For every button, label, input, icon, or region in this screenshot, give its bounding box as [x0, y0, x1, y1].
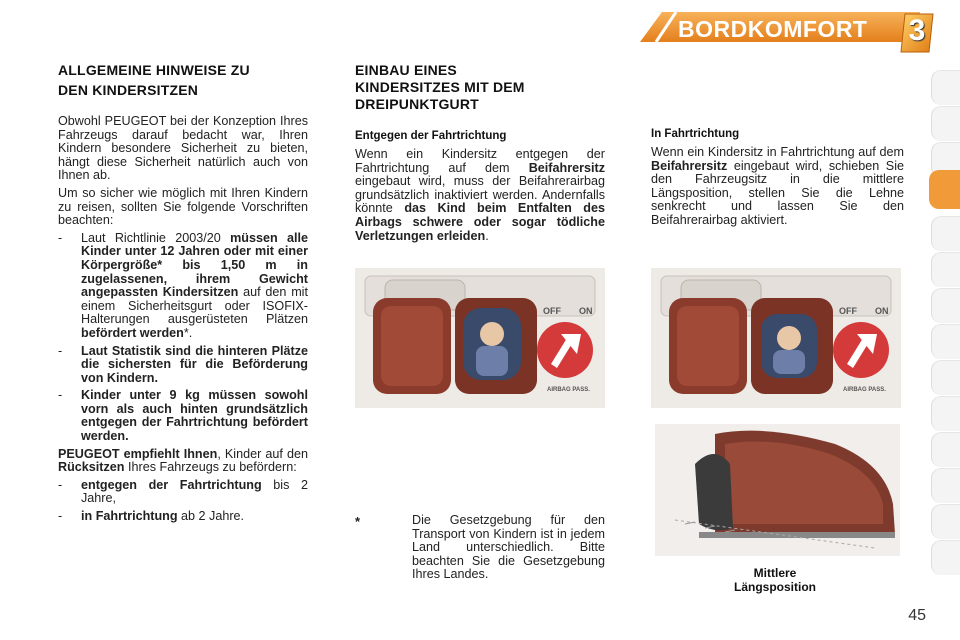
text-bold: Beifahrersitz: [528, 160, 605, 175]
heading-line: EINBAU EINES: [355, 62, 457, 78]
text-bold: entgegen der Fahrtrichtung: [81, 477, 262, 492]
text-bold: befördert werden: [81, 325, 184, 340]
text-bold: das Kind beim Entfalten des Airbags schwere oder sogar tödliche Verletzungen erleiden: [355, 201, 605, 243]
heading-line: ALLGEMEINE HINWEISE ZU: [58, 62, 250, 78]
list-item: [58, 345, 308, 386]
footnote-text: Die Gesetzgebung für den Transport von Kindern ist in jedem Land unterschiedlich. Bitte beachten Sie die Gesetzgebung Ihres Landes.: [412, 513, 605, 582]
switch-off-label: OFF: [839, 306, 857, 316]
chapter-tab[interactable]: [931, 288, 960, 323]
list-item: [58, 389, 308, 443]
switch-off-label: OFF: [543, 306, 561, 316]
dash: -: [58, 230, 63, 245]
dash: -: [58, 343, 63, 358]
age-list: [58, 479, 308, 524]
rules-list: [58, 232, 308, 444]
section-heading: [355, 62, 605, 113]
rear-facing-seat-figure: [355, 268, 605, 408]
chapter-tabs: [930, 70, 960, 580]
text-bold: Rücksitzen: [58, 460, 125, 475]
chapter-tab[interactable]: [931, 504, 960, 539]
chapter-tab[interactable]: [931, 432, 960, 467]
text-bold: Kinder unter 9 kg müssen sowohl vorn als auch hinten grundsätzlich entgegen der Fahrtrichtung befördert werden.: [81, 388, 308, 444]
forward-facing-seat-figure: [651, 268, 901, 408]
text-bold: Beifahrersitz: [651, 158, 728, 173]
dash: -: [58, 477, 63, 492]
text-bold: PEUGEOT empfiehlt Ihnen: [58, 446, 218, 461]
text: auf den mit einem Sicherheitsgurt oder ISOFIX-Halterungen ausgerüsteten Plätzen: [81, 285, 308, 327]
chapter-tab[interactable]: [931, 540, 960, 575]
text: , Kinder auf den: [217, 446, 308, 461]
dash: -: [58, 509, 63, 524]
chapter-tab[interactable]: [931, 252, 960, 287]
text-bold: in Fahrtrichtung: [81, 509, 178, 524]
text: ab 2 Jahre.: [177, 509, 245, 524]
list-item: [58, 232, 308, 341]
text: Laut Richtlinie 2003/20: [81, 230, 231, 245]
text: .: [485, 228, 489, 243]
paragraph: [355, 148, 605, 243]
chapter-tab[interactable]: [931, 70, 960, 105]
list-item: [58, 479, 308, 506]
column-rear-facing: [355, 62, 605, 243]
caption-line: Mittlere: [753, 566, 797, 580]
text-bold: müssen alle Kinder unter 12 Jahren oder mit einer Körpergröße* bis 1,50 m in zugelassenen, ihrem Gewicht angepassten Kindersitzen: [81, 230, 308, 300]
text: Wenn ein Kindersitz entgegen der Fahrtrichtung auf dem: [355, 147, 605, 175]
heading-line: DEN KINDERSITZEN: [58, 82, 199, 98]
chapter-tab-active[interactable]: [929, 170, 960, 209]
chapter-tab[interactable]: [931, 216, 960, 251]
paragraph: [58, 448, 308, 475]
chapter-tab[interactable]: [931, 396, 960, 431]
text: Ihres Fahrzeugs zu befördern:: [124, 460, 297, 475]
seat-position-figure: [655, 424, 900, 556]
text: eingebaut wird, schieben Sie den Fahrzeugsitz in die mittlere Längsposition, stellen Sie die Lehne senkrecht und lassen Sie den Beifahrerairbag aktiviert.: [651, 158, 904, 227]
chapter-tab[interactable]: [931, 360, 960, 395]
heading-line: DREIPUNKTGURT: [355, 96, 479, 112]
text: *.: [183, 325, 193, 340]
chapter-number: 3: [908, 14, 926, 47]
subheading: Entgegen der Fahrtrichtung: [355, 130, 507, 142]
subheading: In Fahrtrichtung: [651, 128, 740, 140]
column-forward-facing: [651, 128, 904, 228]
text: eingebaut wird, muss der Beifahrerairbag grundsätzlich inaktiviert werden. Andernfalls könnte: [355, 174, 605, 216]
heading-line: KINDERSITZES MIT DEM: [355, 79, 525, 95]
list-item: [58, 510, 308, 524]
caption-line: Längsposition: [734, 580, 816, 594]
paragraph: [651, 146, 904, 228]
footnote: [355, 514, 605, 582]
figure-caption: [700, 566, 850, 594]
switch-caption: AIRBAG PASS.: [843, 387, 886, 393]
text-bold: Laut Statistik sind die hinteren Plätze die sichersten für die Beförderung von Kindern.: [81, 343, 308, 385]
chapter-tab[interactable]: [931, 324, 960, 359]
switch-on-label: ON: [579, 306, 593, 316]
footnote-mark: *: [355, 514, 361, 529]
page-number: 45: [908, 607, 926, 624]
paragraph: Um so sicher wie möglich mit Ihren Kindern zu reisen, sollten Sie folgende Vorschriften beachten:: [58, 185, 308, 228]
dash: -: [58, 388, 63, 403]
switch-caption: AIRBAG PASS.: [547, 387, 590, 393]
text: bis 2 Jahre,: [81, 477, 308, 506]
chapter-tab[interactable]: [931, 468, 960, 503]
text: Wenn ein Kindersitz in Fahrtrichtung auf dem: [651, 145, 904, 159]
switch-on-label: ON: [875, 306, 889, 316]
column-general-notes: [58, 62, 308, 528]
chapter-tab[interactable]: [931, 106, 960, 141]
paragraph: Obwohl PEUGEOT bei der Konzeption Ihres Fahrzeugs darauf bedacht war, Ihren Kindern besondere Sicherheit zu bieten, hängt diese Sicherheit natürlich auch von Ihnen ab.: [58, 114, 308, 183]
page-title: BORDKOMFORT: [678, 16, 868, 42]
section-heading: [58, 62, 308, 99]
